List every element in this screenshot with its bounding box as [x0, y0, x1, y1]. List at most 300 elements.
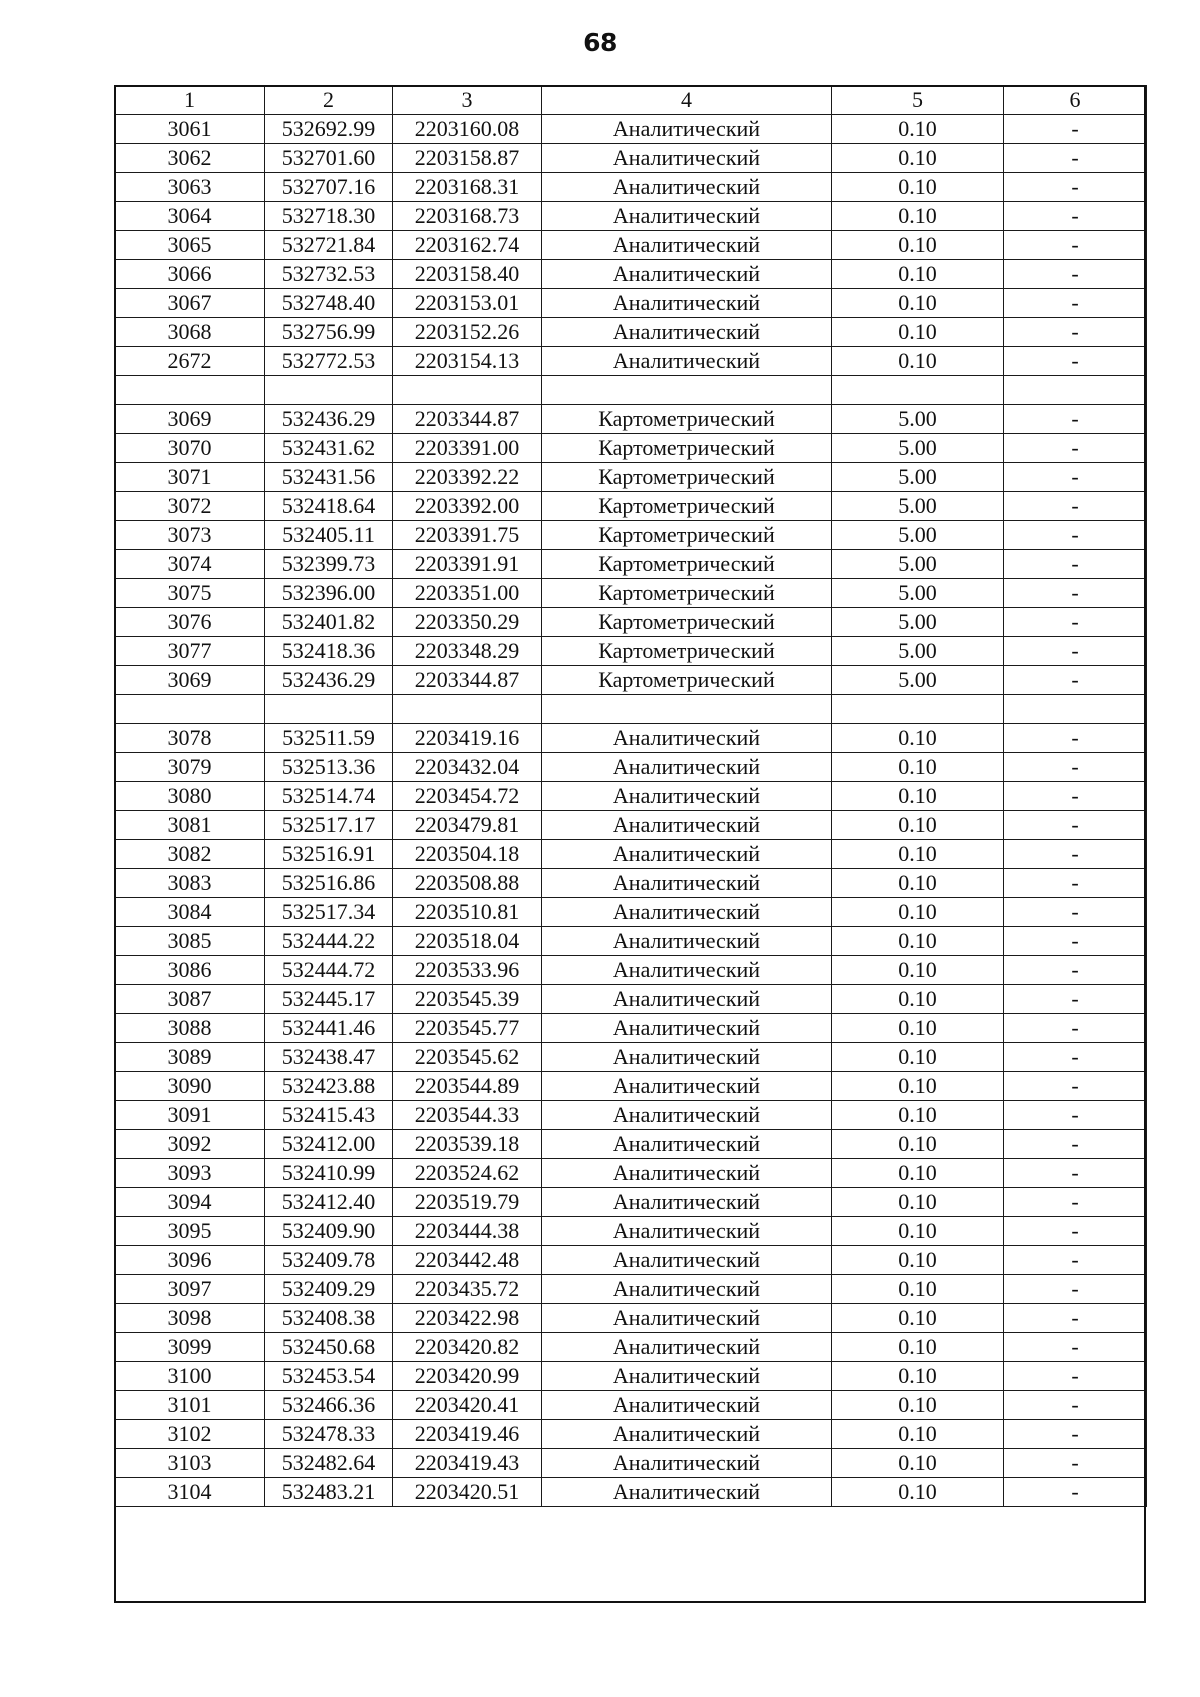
note-cell: - — [1004, 1043, 1147, 1072]
accuracy-cell — [832, 695, 1004, 724]
y-coordinate-cell: 2203351.00 — [393, 579, 542, 608]
x-coordinate-cell: 532436.29 — [265, 405, 393, 434]
point-number-cell: 3093 — [115, 1159, 265, 1188]
accuracy-cell: 0.10 — [832, 724, 1004, 753]
point-number-cell: 3069 — [115, 405, 265, 434]
x-coordinate-cell: 532450.68 — [265, 1333, 393, 1362]
note-cell: - — [1004, 144, 1147, 173]
note-cell: - — [1004, 318, 1147, 347]
point-number-cell: 3075 — [115, 579, 265, 608]
point-number-cell: 3076 — [115, 608, 265, 637]
x-coordinate-cell: 532483.21 — [265, 1478, 393, 1507]
accuracy-cell: 5.00 — [832, 463, 1004, 492]
x-coordinate-cell: 532517.34 — [265, 898, 393, 927]
method-cell: Аналитический — [542, 144, 832, 173]
table-row — [115, 956, 1147, 985]
x-coordinate-cell: 532707.16 — [265, 173, 393, 202]
accuracy-cell: 0.10 — [832, 1159, 1004, 1188]
accuracy-cell: 0.10 — [832, 1043, 1004, 1072]
x-coordinate-cell — [265, 695, 393, 724]
point-number-cell: 3064 — [115, 202, 265, 231]
table-row — [115, 840, 1147, 869]
accuracy-cell: 0.10 — [832, 1391, 1004, 1420]
x-coordinate-cell: 532431.62 — [265, 434, 393, 463]
point-number-cell: 3097 — [115, 1275, 265, 1304]
accuracy-cell: 5.00 — [832, 666, 1004, 695]
x-coordinate-cell: 532412.00 — [265, 1130, 393, 1159]
note-cell: - — [1004, 1130, 1147, 1159]
table-row — [115, 115, 1147, 144]
x-coordinate-cell: 532513.36 — [265, 753, 393, 782]
method-cell: Аналитический — [542, 115, 832, 144]
accuracy-cell: 0.10 — [832, 956, 1004, 985]
note-cell: - — [1004, 202, 1147, 231]
method-cell: Аналитический — [542, 1333, 832, 1362]
method-cell: Аналитический — [542, 898, 832, 927]
method-cell: Аналитический — [542, 1014, 832, 1043]
x-coordinate-cell: 532718.30 — [265, 202, 393, 231]
y-coordinate-cell: 2203533.96 — [393, 956, 542, 985]
point-number-cell: 3077 — [115, 637, 265, 666]
x-coordinate-cell: 532405.11 — [265, 521, 393, 550]
method-cell: Аналитический — [542, 1449, 832, 1478]
y-coordinate-cell: 2203419.16 — [393, 724, 542, 753]
point-number-cell: 3070 — [115, 434, 265, 463]
note-cell: - — [1004, 898, 1147, 927]
x-coordinate-cell: 532478.33 — [265, 1420, 393, 1449]
method-cell: Аналитический — [542, 1275, 832, 1304]
note-cell: - — [1004, 1304, 1147, 1333]
table-row — [115, 434, 1147, 463]
y-coordinate-cell: 2203419.43 — [393, 1449, 542, 1478]
note-cell: - — [1004, 463, 1147, 492]
method-cell: Аналитический — [542, 260, 832, 289]
x-coordinate-cell: 532453.54 — [265, 1362, 393, 1391]
y-coordinate-cell: 2203160.08 — [393, 115, 542, 144]
method-cell: Аналитический — [542, 1101, 832, 1130]
note-cell: - — [1004, 1014, 1147, 1043]
method-cell: Аналитический — [542, 782, 832, 811]
x-coordinate-cell: 532438.47 — [265, 1043, 393, 1072]
accuracy-cell: 0.10 — [832, 1072, 1004, 1101]
point-number-cell — [115, 376, 265, 405]
x-coordinate-cell: 532401.82 — [265, 608, 393, 637]
note-cell: - — [1004, 1072, 1147, 1101]
table-row — [115, 550, 1147, 579]
point-number-cell: 2672 — [115, 347, 265, 376]
y-coordinate-cell: 2203544.89 — [393, 1072, 542, 1101]
method-cell: Аналитический — [542, 1391, 832, 1420]
method-cell: Аналитический — [542, 1072, 832, 1101]
method-cell: Картометрический — [542, 579, 832, 608]
table-row — [115, 1246, 1147, 1275]
table-separator-row — [115, 376, 1147, 405]
note-cell: - — [1004, 579, 1147, 608]
point-number-cell: 3085 — [115, 927, 265, 956]
table-row — [115, 1101, 1147, 1130]
accuracy-cell: 5.00 — [832, 608, 1004, 637]
note-cell: - — [1004, 1101, 1147, 1130]
note-cell: - — [1004, 724, 1147, 753]
y-coordinate-cell: 2203154.13 — [393, 347, 542, 376]
point-number-cell: 3082 — [115, 840, 265, 869]
x-coordinate-cell: 532444.22 — [265, 927, 393, 956]
accuracy-cell: 5.00 — [832, 434, 1004, 463]
method-cell: Картометрический — [542, 434, 832, 463]
note-cell: - — [1004, 840, 1147, 869]
x-coordinate-cell: 532408.38 — [265, 1304, 393, 1333]
note-cell: - — [1004, 521, 1147, 550]
y-coordinate-cell: 2203420.51 — [393, 1478, 542, 1507]
table-row — [115, 289, 1147, 318]
table-row — [115, 666, 1147, 695]
method-cell: Аналитический — [542, 1246, 832, 1275]
y-coordinate-cell: 2203153.01 — [393, 289, 542, 318]
y-coordinate-cell: 2203545.77 — [393, 1014, 542, 1043]
method-cell: Картометрический — [542, 666, 832, 695]
y-coordinate-cell: 2203422.98 — [393, 1304, 542, 1333]
point-number-cell: 3092 — [115, 1130, 265, 1159]
x-coordinate-cell: 532410.99 — [265, 1159, 393, 1188]
accuracy-cell: 0.10 — [832, 1275, 1004, 1304]
y-coordinate-cell: 2203420.82 — [393, 1333, 542, 1362]
accuracy-cell: 0.10 — [832, 898, 1004, 927]
accuracy-cell: 0.10 — [832, 985, 1004, 1014]
point-number-cell: 3098 — [115, 1304, 265, 1333]
table-row — [115, 260, 1147, 289]
column-header: 6 — [1004, 86, 1147, 115]
table-row — [115, 869, 1147, 898]
note-cell: - — [1004, 260, 1147, 289]
method-cell: Картометрический — [542, 405, 832, 434]
method-cell: Аналитический — [542, 724, 832, 753]
accuracy-cell: 0.10 — [832, 289, 1004, 318]
accuracy-cell: 0.10 — [832, 753, 1004, 782]
accuracy-cell: 0.10 — [832, 1478, 1004, 1507]
x-coordinate-cell: 532436.29 — [265, 666, 393, 695]
note-cell: - — [1004, 637, 1147, 666]
accuracy-cell: 5.00 — [832, 521, 1004, 550]
x-coordinate-cell: 532409.29 — [265, 1275, 393, 1304]
method-cell: Аналитический — [542, 1304, 832, 1333]
x-coordinate-cell: 532748.40 — [265, 289, 393, 318]
point-number-cell: 3083 — [115, 869, 265, 898]
method-cell: Аналитический — [542, 1478, 832, 1507]
x-coordinate-cell: 532418.36 — [265, 637, 393, 666]
table-row — [115, 927, 1147, 956]
note-cell: - — [1004, 608, 1147, 637]
accuracy-cell: 5.00 — [832, 637, 1004, 666]
accuracy-cell: 0.10 — [832, 840, 1004, 869]
x-coordinate-cell: 532517.17 — [265, 811, 393, 840]
point-number-cell: 3099 — [115, 1333, 265, 1362]
accuracy-cell: 0.10 — [832, 318, 1004, 347]
point-number-cell: 3073 — [115, 521, 265, 550]
table-row — [115, 231, 1147, 260]
point-number-cell: 3074 — [115, 550, 265, 579]
method-cell: Аналитический — [542, 1159, 832, 1188]
table-row — [115, 753, 1147, 782]
y-coordinate-cell: 2203518.04 — [393, 927, 542, 956]
table-row — [115, 579, 1147, 608]
table-row — [115, 1275, 1147, 1304]
y-coordinate-cell: 2203504.18 — [393, 840, 542, 869]
method-cell: Аналитический — [542, 956, 832, 985]
x-coordinate-cell: 532516.86 — [265, 869, 393, 898]
y-coordinate-cell: 2203344.87 — [393, 405, 542, 434]
point-number-cell — [115, 695, 265, 724]
point-number-cell: 3086 — [115, 956, 265, 985]
column-header: 5 — [832, 86, 1004, 115]
method-cell: Аналитический — [542, 1362, 832, 1391]
table-row — [115, 144, 1147, 173]
note-cell: - — [1004, 753, 1147, 782]
note-cell: - — [1004, 1275, 1147, 1304]
accuracy-cell: 0.10 — [832, 144, 1004, 173]
x-coordinate-cell: 532701.60 — [265, 144, 393, 173]
y-coordinate-cell: 2203392.00 — [393, 492, 542, 521]
accuracy-cell: 0.10 — [832, 1420, 1004, 1449]
x-coordinate-cell: 532444.72 — [265, 956, 393, 985]
table-row — [115, 637, 1147, 666]
table-row — [115, 724, 1147, 753]
accuracy-cell: 5.00 — [832, 550, 1004, 579]
point-number-cell: 3078 — [115, 724, 265, 753]
point-number-cell: 3100 — [115, 1362, 265, 1391]
point-number-cell: 3062 — [115, 144, 265, 173]
method-cell: Аналитический — [542, 318, 832, 347]
accuracy-cell: 5.00 — [832, 492, 1004, 521]
x-coordinate-cell: 532511.59 — [265, 724, 393, 753]
y-coordinate-cell: 2203392.22 — [393, 463, 542, 492]
accuracy-cell: 0.10 — [832, 782, 1004, 811]
y-coordinate-cell: 2203420.41 — [393, 1391, 542, 1420]
note-cell: - — [1004, 173, 1147, 202]
table-row — [115, 405, 1147, 434]
accuracy-cell: 0.10 — [832, 1304, 1004, 1333]
accuracy-cell: 0.10 — [832, 1362, 1004, 1391]
column-header: 3 — [393, 86, 542, 115]
method-cell: Аналитический — [542, 289, 832, 318]
note-cell: - — [1004, 405, 1147, 434]
point-number-cell: 3101 — [115, 1391, 265, 1420]
method-cell: Аналитический — [542, 231, 832, 260]
note-cell: - — [1004, 492, 1147, 521]
point-number-cell: 3089 — [115, 1043, 265, 1072]
y-coordinate-cell: 2203432.04 — [393, 753, 542, 782]
y-coordinate-cell: 2203544.33 — [393, 1101, 542, 1130]
note-cell: - — [1004, 1246, 1147, 1275]
method-cell: Аналитический — [542, 869, 832, 898]
table-row — [115, 1478, 1147, 1507]
note-cell: - — [1004, 985, 1147, 1014]
point-number-cell: 3102 — [115, 1420, 265, 1449]
point-number-cell: 3069 — [115, 666, 265, 695]
note-cell: - — [1004, 1449, 1147, 1478]
table-row — [115, 898, 1147, 927]
y-coordinate-cell: 2203344.87 — [393, 666, 542, 695]
table-row — [115, 202, 1147, 231]
y-coordinate-cell: 2203519.79 — [393, 1188, 542, 1217]
y-coordinate-cell: 2203545.39 — [393, 985, 542, 1014]
point-number-cell: 3071 — [115, 463, 265, 492]
point-number-cell: 3090 — [115, 1072, 265, 1101]
accuracy-cell: 0.10 — [832, 260, 1004, 289]
method-cell: Аналитический — [542, 753, 832, 782]
method-cell — [542, 376, 832, 405]
method-cell: Картометрический — [542, 521, 832, 550]
note-cell: - — [1004, 115, 1147, 144]
x-coordinate-cell: 532445.17 — [265, 985, 393, 1014]
table-row — [115, 318, 1147, 347]
method-cell: Аналитический — [542, 1188, 832, 1217]
y-coordinate-cell: 2203350.29 — [393, 608, 542, 637]
point-number-cell: 3095 — [115, 1217, 265, 1246]
table-row — [115, 463, 1147, 492]
table-row — [115, 1159, 1147, 1188]
method-cell: Аналитический — [542, 1130, 832, 1159]
point-number-cell: 3080 — [115, 782, 265, 811]
note-cell: - — [1004, 811, 1147, 840]
accuracy-cell: 0.10 — [832, 202, 1004, 231]
point-number-cell: 3084 — [115, 898, 265, 927]
y-coordinate-cell: 2203419.46 — [393, 1420, 542, 1449]
accuracy-cell: 0.10 — [832, 115, 1004, 144]
x-coordinate-cell — [265, 376, 393, 405]
page-number: 68 — [583, 28, 617, 57]
y-coordinate-cell: 2203435.72 — [393, 1275, 542, 1304]
point-number-cell: 3091 — [115, 1101, 265, 1130]
table-row — [115, 608, 1147, 637]
note-cell: - — [1004, 347, 1147, 376]
y-coordinate-cell: 2203545.62 — [393, 1043, 542, 1072]
method-cell: Аналитический — [542, 927, 832, 956]
column-header: 4 — [542, 86, 832, 115]
point-number-cell: 3104 — [115, 1478, 265, 1507]
note-cell: - — [1004, 1420, 1147, 1449]
column-header: 2 — [265, 86, 393, 115]
note-cell: - — [1004, 1391, 1147, 1420]
table-row — [115, 1333, 1147, 1362]
accuracy-cell: 0.10 — [832, 173, 1004, 202]
point-number-cell: 3088 — [115, 1014, 265, 1043]
table-row — [115, 1420, 1147, 1449]
table-row — [115, 1362, 1147, 1391]
method-cell: Аналитический — [542, 1217, 832, 1246]
y-coordinate-cell: 2203442.48 — [393, 1246, 542, 1275]
table-separator-row — [115, 695, 1147, 724]
x-coordinate-cell: 532482.64 — [265, 1449, 393, 1478]
y-coordinate-cell: 2203152.26 — [393, 318, 542, 347]
table-row — [115, 1188, 1147, 1217]
accuracy-cell: 0.10 — [832, 811, 1004, 840]
y-coordinate-cell — [393, 695, 542, 724]
table-row — [115, 1014, 1147, 1043]
y-coordinate-cell: 2203524.62 — [393, 1159, 542, 1188]
y-coordinate-cell: 2203158.40 — [393, 260, 542, 289]
point-number-cell: 3065 — [115, 231, 265, 260]
x-coordinate-cell: 532756.99 — [265, 318, 393, 347]
method-cell: Аналитический — [542, 1043, 832, 1072]
table-row — [115, 173, 1147, 202]
table-row — [115, 1217, 1147, 1246]
method-cell: Аналитический — [542, 811, 832, 840]
point-number-cell: 3103 — [115, 1449, 265, 1478]
point-number-cell: 3068 — [115, 318, 265, 347]
method-cell: Аналитический — [542, 347, 832, 376]
accuracy-cell: 5.00 — [832, 405, 1004, 434]
x-coordinate-cell: 532409.90 — [265, 1217, 393, 1246]
accuracy-cell: 0.10 — [832, 1246, 1004, 1275]
note-cell: - — [1004, 289, 1147, 318]
note-cell: - — [1004, 434, 1147, 463]
table-body — [115, 115, 1147, 1507]
accuracy-cell: 0.10 — [832, 347, 1004, 376]
y-coordinate-cell: 2203391.00 — [393, 434, 542, 463]
x-coordinate-cell: 532412.40 — [265, 1188, 393, 1217]
point-number-cell: 3066 — [115, 260, 265, 289]
note-cell: - — [1004, 666, 1147, 695]
x-coordinate-cell: 532431.56 — [265, 463, 393, 492]
x-coordinate-cell: 532441.46 — [265, 1014, 393, 1043]
note-cell: - — [1004, 782, 1147, 811]
point-number-cell: 3072 — [115, 492, 265, 521]
x-coordinate-cell: 532399.73 — [265, 550, 393, 579]
y-coordinate-cell: 2203348.29 — [393, 637, 542, 666]
x-coordinate-cell: 532692.99 — [265, 115, 393, 144]
method-cell: Аналитический — [542, 173, 832, 202]
accuracy-cell: 0.10 — [832, 927, 1004, 956]
note-cell — [1004, 695, 1147, 724]
x-coordinate-cell: 532415.43 — [265, 1101, 393, 1130]
method-cell: Аналитический — [542, 1420, 832, 1449]
note-cell: - — [1004, 1188, 1147, 1217]
x-coordinate-cell: 532514.74 — [265, 782, 393, 811]
method-cell — [542, 695, 832, 724]
table-header-row — [115, 86, 1147, 115]
y-coordinate-cell: 2203508.88 — [393, 869, 542, 898]
x-coordinate-cell: 532732.53 — [265, 260, 393, 289]
x-coordinate-cell: 532418.64 — [265, 492, 393, 521]
y-coordinate-cell: 2203454.72 — [393, 782, 542, 811]
accuracy-cell: 0.10 — [832, 1014, 1004, 1043]
note-cell: - — [1004, 1478, 1147, 1507]
note-cell: - — [1004, 927, 1147, 956]
note-cell: - — [1004, 1217, 1147, 1246]
table-row — [115, 1391, 1147, 1420]
table-row — [115, 521, 1147, 550]
y-coordinate-cell: 2203391.91 — [393, 550, 542, 579]
y-coordinate-cell: 2203168.31 — [393, 173, 542, 202]
y-coordinate-cell: 2203158.87 — [393, 144, 542, 173]
table-row — [115, 1449, 1147, 1478]
accuracy-cell: 5.00 — [832, 579, 1004, 608]
method-cell: Аналитический — [542, 840, 832, 869]
accuracy-cell: 0.10 — [832, 1188, 1004, 1217]
method-cell: Картометрический — [542, 637, 832, 666]
accuracy-cell: 0.10 — [832, 231, 1004, 260]
table-row — [115, 1130, 1147, 1159]
x-coordinate-cell: 532772.53 — [265, 347, 393, 376]
point-number-cell: 3079 — [115, 753, 265, 782]
method-cell: Аналитический — [542, 202, 832, 231]
y-coordinate-cell: 2203510.81 — [393, 898, 542, 927]
table-row — [115, 347, 1147, 376]
note-cell — [1004, 376, 1147, 405]
y-coordinate-cell: 2203420.99 — [393, 1362, 542, 1391]
accuracy-cell: 0.10 — [832, 1217, 1004, 1246]
table-row — [115, 985, 1147, 1014]
